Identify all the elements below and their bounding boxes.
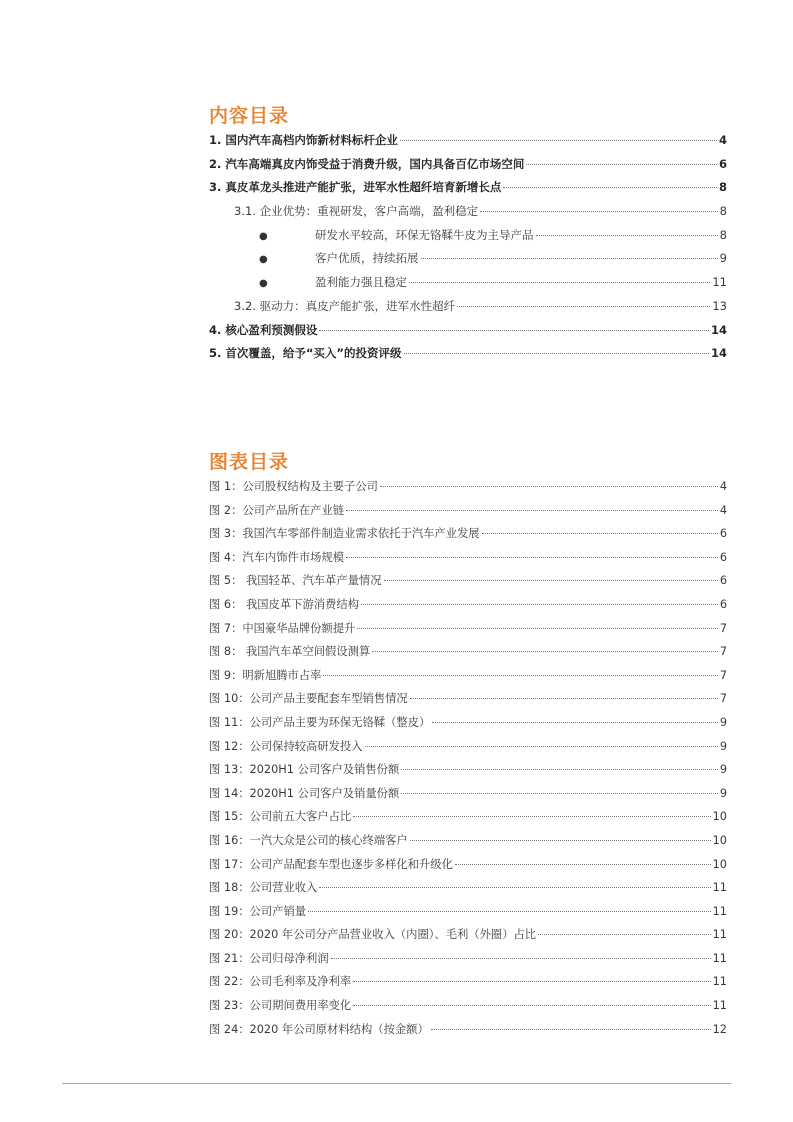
figure-entry-text: 图 19：公司产销量	[209, 904, 307, 918]
toc-entry-text: 2. 汽车高端真皮内饰受益于消费升级，国内具备百亿市场空间	[209, 156, 525, 171]
figure-entry-text: 图 5： 我国轻革、汽车革产量情况	[209, 574, 382, 588]
figure-entry[interactable]	[209, 973, 727, 997]
figure-entry-page: 7	[719, 668, 727, 682]
figure-entry[interactable]	[209, 549, 727, 573]
toc-entry[interactable]	[209, 322, 727, 346]
figure-entry-page: 9	[719, 715, 727, 729]
figure-entry[interactable]	[209, 785, 727, 809]
figure-entry[interactable]	[209, 525, 727, 549]
figure-entry-page: 4	[719, 480, 727, 493]
figure-entry-page: 7	[719, 692, 727, 706]
figure-entry-page: 7	[719, 645, 727, 659]
dot-leader	[400, 140, 717, 141]
figure-entry-page: 9	[719, 786, 727, 800]
toc-entry-text: 3.1. 企业优势：重视研发，客户高端，盈利稳定	[234, 204, 479, 219]
figure-entry-page: 11	[712, 904, 727, 918]
dot-leader	[346, 557, 718, 558]
figure-entry[interactable]	[209, 572, 727, 596]
dot-leader	[410, 698, 718, 699]
dot-leader	[384, 580, 718, 581]
figure-entry-page: 6	[719, 527, 727, 541]
figure-entry[interactable]	[209, 502, 727, 526]
footer-divider	[62, 1083, 731, 1084]
toc-entry-page: 6	[718, 156, 727, 171]
figure-entry-text: 图 4：汽车内饰件市场规模	[209, 550, 345, 564]
toc-entry-page: 8	[719, 204, 727, 219]
toc-entry-page: 8	[718, 180, 727, 195]
dot-leader	[538, 934, 711, 935]
figure-entry-text: 图 8： 我国汽车革空间假设测算	[209, 645, 371, 659]
dot-leader	[457, 306, 710, 307]
dot-leader	[372, 651, 718, 652]
figure-entry-page: 4	[719, 503, 727, 517]
figure-entry[interactable]	[209, 643, 727, 667]
figure-entry[interactable]	[209, 903, 727, 927]
figure-entry-page: 6	[719, 597, 727, 611]
dot-leader	[401, 769, 718, 770]
figure-entry-text: 图 17：公司产品配套车型也逐步多样化和升级化	[209, 857, 453, 871]
toc-entry-page: 14	[710, 346, 727, 361]
toc-entry[interactable]	[209, 132, 727, 156]
figure-entry-text: 图 14：2020H1 公司客户及销量份额	[209, 786, 400, 800]
figure-entry-text: 图 22：公司毛利率及净利率	[209, 975, 352, 989]
figure-entry-page: 12	[712, 1022, 727, 1036]
figure-entry-text: 图 7：中国豪华品牌份额提升	[209, 621, 356, 635]
toc-entry-text: 4. 核心盈利预测假设	[209, 322, 318, 337]
figure-entry[interactable]	[209, 832, 727, 856]
figure-entry-text: 图 6： 我国皮革下游消费结构	[209, 597, 359, 611]
figure-entry-text: 图 1：公司股权结构及主要子公司	[209, 480, 378, 493]
dot-leader	[319, 330, 709, 331]
figure-entry-page: 11	[712, 999, 727, 1013]
figure-entry[interactable]	[209, 808, 727, 832]
figure-entry-page: 9	[719, 739, 727, 753]
dot-leader	[432, 722, 718, 723]
bullet-icon: ●	[259, 230, 268, 242]
toc-entry-page: 8	[719, 227, 727, 242]
figure-entry-text: 图 10：公司产品主要配套车型销售情况	[209, 692, 408, 706]
figure-entry-text: 图 9：明新旭腾市占率	[209, 668, 322, 682]
bullet-icon: ●	[259, 278, 268, 290]
toc-subentry[interactable]	[209, 298, 727, 322]
dot-leader	[357, 628, 717, 629]
figure-entry-page: 11	[712, 881, 727, 895]
bullet-icon: ●	[259, 254, 268, 266]
toc-entry-text: 研发水平较高，环保无铬鞣牛皮为主导产品	[315, 227, 534, 242]
dot-leader	[331, 958, 711, 959]
figure-entry[interactable]	[209, 926, 727, 950]
dot-leader	[409, 282, 710, 283]
dot-leader	[380, 486, 718, 487]
dot-leader	[346, 510, 718, 511]
dot-leader	[353, 1005, 710, 1006]
figure-entry[interactable]	[209, 714, 727, 738]
contents-list	[209, 132, 727, 369]
figure-entry[interactable]	[209, 761, 727, 785]
dot-leader	[319, 887, 710, 888]
figure-entry-page: 9	[719, 763, 727, 777]
figure-entry-text: 图 15：公司前五大客户占比	[209, 810, 352, 824]
figure-entry[interactable]	[209, 879, 727, 903]
figure-entry-page: 11	[712, 928, 727, 942]
figure-entry[interactable]	[209, 1021, 727, 1045]
figure-entry-page: 11	[712, 975, 727, 989]
dot-leader	[536, 235, 718, 236]
toc-entry-text: 盈利能力强且稳定	[315, 275, 407, 290]
figure-entry-text: 图 16：一汽大众是公司的核心终端客户	[209, 833, 408, 847]
dot-leader	[353, 981, 710, 982]
toc-entry-text: 3. 真皮革龙头推进产能扩张，进军水性超纤培育新增长点	[209, 180, 502, 195]
figure-entry-page: 6	[719, 550, 727, 564]
dot-leader	[361, 604, 718, 605]
figure-entry-text: 图 2：公司产品所在产业链	[209, 503, 345, 517]
toc-entry[interactable]	[209, 345, 727, 369]
figure-entry-text: 图 20：2020 年公司分产品营业收入（内圈）、毛利（外圈）占比	[209, 928, 537, 942]
toc-entry-page: 14	[710, 322, 727, 337]
dot-leader	[455, 864, 711, 865]
toc-bullet-entry[interactable]	[209, 274, 727, 298]
dot-leader	[421, 258, 718, 259]
toc-bullet-entry[interactable]	[209, 227, 727, 251]
figure-entry-text: 图 11：公司产品主要为环保无铬鞣（整皮）	[209, 715, 431, 729]
figure-entry[interactable]	[209, 596, 727, 620]
dot-leader	[482, 533, 718, 534]
toc-entry-page: 11	[712, 275, 727, 290]
toc-entry-page: 9	[719, 251, 727, 266]
dot-leader	[410, 840, 711, 841]
figure-entry-text: 图 13：2020H1 公司客户及销售份额	[209, 763, 400, 777]
figure-entry-text: 图 24：2020 年公司原材料结构（按金额）	[209, 1022, 429, 1036]
figure-entry[interactable]	[209, 738, 727, 762]
dot-leader	[323, 675, 717, 676]
figure-entry[interactable]	[209, 950, 727, 974]
figure-entry[interactable]	[209, 997, 727, 1021]
figure-entry-page: 11	[712, 951, 727, 965]
toc-bullet-entry[interactable]	[209, 250, 727, 274]
toc-entry-text: 客户优质，持续拓展	[315, 251, 419, 266]
toc-entry-text: 1. 国内汽车高档内饰新材料标杆企业	[209, 133, 398, 147]
dot-leader	[526, 164, 717, 165]
toc-entry-text: 3.2. 驱动力：真皮产能扩张，进军水性超纤	[234, 298, 456, 313]
dot-leader	[431, 1029, 711, 1030]
toc-entry-page: 4	[718, 133, 727, 147]
figure-entry-text: 图 3：我国汽车零部件制造业需求依托于汽车产业发展	[209, 527, 480, 541]
toc-entry-text: 5. 首次覆盖，给予“买入”的投资评级	[209, 346, 402, 361]
figure-entry-page: 10	[712, 810, 727, 824]
toc-entry[interactable]	[209, 179, 727, 203]
figure-entry-text: 图 12：公司保持较高研发投入	[209, 739, 363, 753]
dot-leader	[365, 746, 718, 747]
contents-title: 内容目录	[209, 105, 290, 127]
toc-entry-page: 13	[712, 298, 727, 313]
dot-leader	[401, 793, 718, 794]
dot-leader	[353, 816, 710, 817]
figure-entry[interactable]	[209, 620, 727, 644]
dot-leader	[404, 353, 709, 354]
figures-title: 图表目录	[209, 451, 290, 473]
dot-leader	[308, 911, 711, 912]
dot-leader	[480, 211, 718, 212]
toc-subentry[interactable]	[209, 203, 727, 227]
figure-entry[interactable]	[209, 856, 727, 880]
figure-entry[interactable]	[209, 478, 727, 502]
figure-entry-page: 7	[719, 621, 727, 635]
figure-entry-page: 6	[719, 574, 727, 588]
figure-entry-text: 图 21：公司归母净利润	[209, 951, 329, 965]
toc-entry[interactable]	[209, 156, 727, 180]
dot-leader	[503, 187, 717, 188]
figure-entry[interactable]	[209, 667, 727, 691]
figure-entry[interactable]	[209, 690, 727, 714]
figure-entry-text: 图 23：公司期间费用率变化	[209, 999, 352, 1013]
figure-entry-text: 图 18：公司营业收入	[209, 881, 318, 895]
figure-entry-page: 10	[712, 833, 727, 847]
figures-list	[209, 478, 727, 1044]
figure-entry-page: 10	[712, 857, 727, 871]
